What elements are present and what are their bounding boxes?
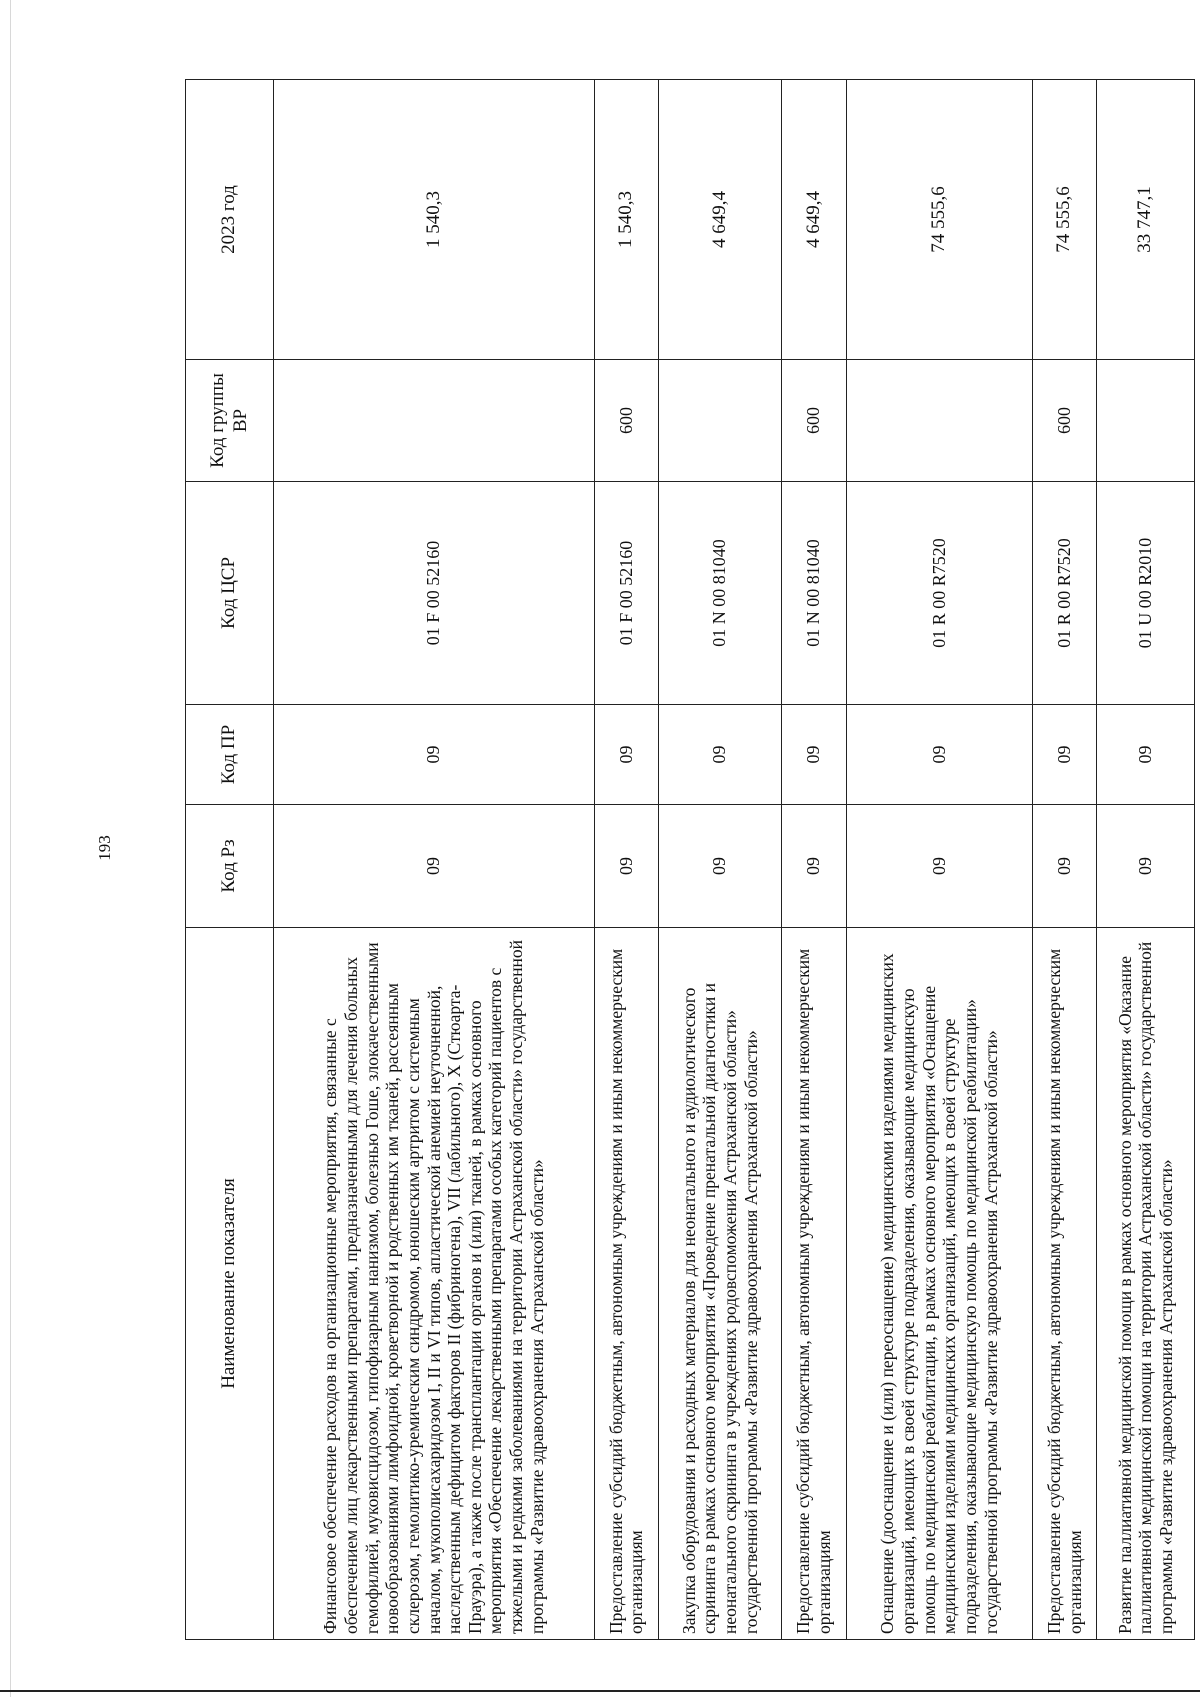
amount-cell: 33 747,1: [1097, 80, 1195, 360]
vr-code-cell: [659, 360, 782, 482]
vr-code-cell: [1097, 360, 1195, 482]
rz-code-cell: 09: [782, 805, 846, 928]
indicator-name-cell: Предоставление субсидий бюджетным, автономным учреждениям и иным некоммерческим организациям: [594, 928, 658, 1640]
rz-code-cell: 09: [274, 805, 595, 928]
indicator-name-cell: Развитие паллиативной медицинской помощи в рамках основного мероприятия «Оказание паллиативной медицинской помощи на территории Астраханской области» государственной программы «Развитие здравоохранения Астраханской области»: [1097, 928, 1195, 1640]
pr-code-cell: 09: [782, 705, 846, 805]
vr-code-cell: [274, 360, 595, 482]
rz-code-cell: 09: [1097, 805, 1195, 928]
pr-code-cell: 09: [659, 705, 782, 805]
rz-code-cell: 09: [594, 805, 658, 928]
table-header-row: [186, 80, 274, 1640]
csr-code-cell: 01 R 00 R7520: [1032, 482, 1096, 705]
budget-table-frame: [185, 80, 1195, 1640]
rz-code-cell: 09: [1032, 805, 1096, 928]
csr-code-cell: 01 R 00 R7520: [846, 482, 1032, 705]
budget-table: [185, 79, 1195, 1640]
header-vr-group-code: Код группы ВР: [186, 360, 274, 482]
pr-code-cell: 09: [594, 705, 658, 805]
rz-code-cell: 09: [846, 805, 1032, 928]
table-row: [782, 80, 846, 1640]
pr-code-cell: 09: [846, 705, 1032, 805]
rz-code-cell: 09: [659, 805, 782, 928]
csr-code-cell: 01 U 00 R2010: [1097, 482, 1195, 705]
amount-cell: 1 540,3: [594, 80, 658, 360]
csr-code-cell: 01 N 00 81040: [659, 482, 782, 705]
vr-code-cell: 600: [594, 360, 658, 482]
pr-code-cell: 09: [1097, 705, 1195, 805]
indicator-name-cell: Оснащение (дооснащение и (или) переоснащение) медицинскими изделиями медицинских организаций, имеющих в своей структуре подразделения, оказывающие медицинскую помощь по медицинской реабилитации, в рамках основного мероприятия «Оснащение медицинскими изделиями медицинских организаций, имеющих в своей структуре подразделения, оказывающие медицинскую помощь по медицинской реабилитации» государственной программы «Развитие здравоохранения Астраханской области»: [846, 928, 1032, 1640]
csr-code-cell: 01 F 00 52160: [594, 482, 658, 705]
header-indicator-name: Наименование показателя: [186, 928, 274, 1640]
indicator-name-cell: Предоставление субсидий бюджетным, автономным учреждениям и иным некоммерческим организациям: [1032, 928, 1096, 1640]
header-csr-code: Код ЦСР: [186, 482, 274, 705]
amount-cell: 74 555,6: [1032, 80, 1096, 360]
header-pr-code: Код ПР: [186, 705, 274, 805]
table-row: [1032, 80, 1096, 1640]
csr-code-cell: 01 F 00 52160: [274, 482, 595, 705]
page-bottom-edge: [0, 1690, 1200, 1692]
page-number: 193: [95, 835, 114, 861]
table-row: [846, 80, 1032, 1640]
amount-cell: 74 555,6: [846, 80, 1032, 360]
pr-code-cell: 09: [274, 705, 595, 805]
table-row: [594, 80, 658, 1640]
vr-code-cell: 600: [782, 360, 846, 482]
amount-cell: 4 649,4: [782, 80, 846, 360]
header-rz-code: Код Рз: [186, 805, 274, 928]
pr-code-cell: 09: [1032, 705, 1096, 805]
table-row: [659, 80, 782, 1640]
vr-code-cell: 600: [1032, 360, 1096, 482]
indicator-name-cell: Предоставление субсидий бюджетным, автономным учреждениям и иным некоммерческим организациям: [782, 928, 846, 1640]
amount-cell: 4 649,4: [659, 80, 782, 360]
table-row: [1097, 80, 1195, 1640]
header-year-2023: 2023 год: [186, 80, 274, 360]
table-row: [274, 80, 595, 1640]
amount-cell: 1 540,3: [274, 80, 595, 360]
indicator-name-cell: Закупка оборудования и расходных материалов для неонатального и аудиологического скрининга в рамках основного мероприятия «Проведение пренатальной диагностики и неонатального скрининга в учреждениях родовспоможения Астраханской области» государственной программы «Развитие здравоохранения Астраханской области»: [659, 928, 782, 1640]
indicator-name-cell: Финансовое обеспечение расходов на организационные мероприятия, связанные с обеспечением лиц лекарственными препаратами, предназначенными для лечения больных гемофилией, муковисцидозом, гипофизарным нанизмом, болезнью Гоше, злокачественными новообразованиями лимфоидной, кроветворной и родственных им тканей, рассеянным склерозом, гемолитико-уремическим синдромом, юношеским артритом с системным началом, мукополисахаридозом I, II и VI типов, апластической анемией неуточненной, наследственным дефицитом факторов II (фибриногена), VII (лабильного), X (Стюарта-Прауэра), а также после трансплантации органов и (или) тканей, в рамках основного мероприятия «Обеспечение лекарственными препаратами особых категорий пациентов с тяжелыми и редкими заболеваниями на территории Астраханской области» государственной программы «Развитие здравоохранения Астраханской области»: [274, 928, 595, 1640]
page-margin-line: [10, 0, 11, 1697]
vr-code-cell: [846, 360, 1032, 482]
csr-code-cell: 01 N 00 81040: [782, 482, 846, 705]
